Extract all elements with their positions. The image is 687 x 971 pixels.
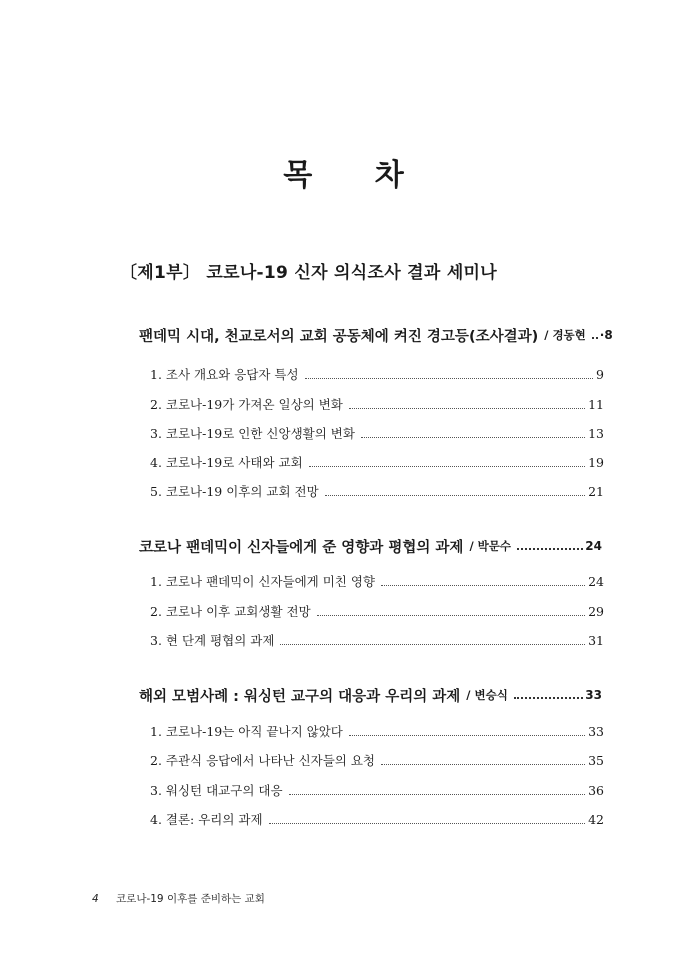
section-author: / 경동현 <box>544 328 586 342</box>
toc-item-page: 31 <box>588 632 604 648</box>
section-title: 팬데믹 시대, 천교로서의 교회 공동체에 켜진 경고등(조사결과) <box>139 328 539 345</box>
leader-dots <box>305 378 593 379</box>
section-heading[interactable] <box>139 535 602 557</box>
leader-dots <box>381 585 585 586</box>
leader-dots <box>317 615 585 616</box>
footer-book-title: 코로나-19 이후를 준비하는 교회 <box>116 893 265 905</box>
toc-item-page: 36 <box>588 782 604 798</box>
toc-item-page: 11 <box>588 396 604 412</box>
section-page: 24 <box>585 539 602 553</box>
leader-dots <box>289 794 586 795</box>
footer-page-number: 4 <box>92 893 99 905</box>
toc-item-label: 2. 코로나 이후 교회생활 전망 <box>150 604 311 619</box>
toc-item[interactable] <box>150 750 604 770</box>
toc-item-label: 1. 코로나 팬데믹이 신자들에게 미친 영향 <box>150 574 375 589</box>
toc-item-label: 3. 코로나-19로 인한 신앙생활의 변화 <box>150 426 355 441</box>
toc-item[interactable] <box>150 571 604 591</box>
leader-dots <box>309 466 585 467</box>
toc-item[interactable] <box>150 601 604 621</box>
section-title: 코로나 팬데믹이 신자들에게 준 영향과 평협의 과제 <box>139 539 464 556</box>
toc-item-label: 1. 조사 개요와 응답자 특성 <box>150 367 299 382</box>
toc-item-page: 29 <box>588 603 604 619</box>
page-title: 목 차 <box>283 158 430 193</box>
leader-dots <box>349 735 585 736</box>
toc-item-page: 19 <box>588 454 604 470</box>
leader-dots <box>325 495 585 496</box>
toc-item-page: 13 <box>588 425 604 441</box>
leader-dots <box>280 644 585 645</box>
toc-item-page: 24 <box>588 573 604 589</box>
section-heading[interactable] <box>139 324 613 346</box>
toc-item[interactable] <box>150 423 604 443</box>
toc-item[interactable] <box>150 452 604 472</box>
leader-dots <box>361 437 585 438</box>
toc-item-label: 2. 코로나-19가 가져온 일상의 변화 <box>150 397 343 412</box>
leader-dots <box>269 823 586 824</box>
toc-item-page: 9 <box>596 366 604 382</box>
leader-dots <box>349 408 585 409</box>
toc-item-label: 4. 결론: 우리의 과제 <box>150 812 263 827</box>
section-title: 해외 모범사례 : 워싱턴 교구의 대응과 우리의 과제 <box>139 688 461 705</box>
toc-item-label: 1. 코로나-19는 아직 끝나지 않았다 <box>150 724 343 739</box>
section-page: 33 <box>585 688 602 702</box>
section-author: / 박문수 <box>469 539 511 553</box>
section-author: / 변승식 <box>466 688 508 702</box>
toc-item[interactable] <box>150 780 604 800</box>
toc-item-page: 33 <box>588 723 604 739</box>
toc-item[interactable] <box>150 394 604 414</box>
toc-item-page: 21 <box>588 483 604 499</box>
toc-item[interactable] <box>150 721 604 741</box>
page-footer <box>92 891 265 906</box>
toc-item-label: 4. 코로나-19로 사태와 교회 <box>150 455 303 470</box>
toc-item[interactable] <box>150 809 604 829</box>
toc-item-label: 3. 워싱턴 대교구의 대응 <box>150 783 283 798</box>
leader-dots <box>592 337 598 339</box>
leader-dots <box>514 697 583 699</box>
toc-item[interactable] <box>150 630 604 650</box>
toc-item-label: 5. 코로나-19 이후의 교회 전망 <box>150 484 319 499</box>
toc-item-page: 42 <box>588 811 604 827</box>
toc-item-page: 35 <box>588 752 604 768</box>
section-page: ·8 <box>599 328 613 342</box>
part-heading: 〔제1부〕 코로나-19 신자 의식조사 결과 세미나 <box>120 263 497 283</box>
toc-item[interactable] <box>150 364 604 384</box>
toc-item-label: 2. 주관식 응답에서 나타난 신자들의 요청 <box>150 753 375 768</box>
toc-item-label: 3. 현 단계 평협의 과제 <box>150 633 275 648</box>
leader-dots <box>517 548 583 550</box>
toc-item[interactable] <box>150 481 604 501</box>
section-heading[interactable] <box>139 684 602 706</box>
leader-dots <box>381 764 585 765</box>
